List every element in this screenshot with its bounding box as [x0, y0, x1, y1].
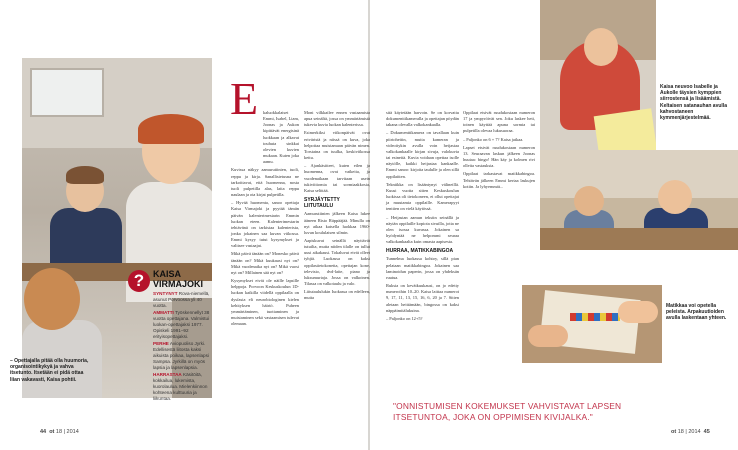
article-paragraph: sitä käytetään harvoin. Se on korvattu dokumenttikameralla ja opettajan pöydän takana olevalla valkokankaalla. [386, 110, 459, 128]
article-paragraph: – Paljonko on 6 + 7? Kaisa jatkaa. [463, 136, 524, 142]
article-paragraph: Aapiskuvat seinällä näyttävät tutuilta, mutta niiden tilalle on tullut uusi aikakausi. Tokaluvut eivät olleet tyhjiä. Luokassa on kaksi oppilastietokonetta, opettajan kone, televisio, dvd-laite, piano ja luksumurtaja. Jossa on valkoinen. Tilassa on valkotaulu ja valo. [304, 237, 370, 287]
magazine-name-right: ot [671, 429, 677, 435]
article-paragraph: Tunnelma luokassa kohtoy, sillä pian pelataan matikkabingoa. Jokainen saa laminoidun paperin, jossa on yhdeksän ruutua. [386, 256, 459, 280]
profile-first-name: KAISA [153, 269, 182, 279]
boy-figure [50, 208, 122, 268]
counting-beads [570, 313, 620, 321]
issue-left: 18 | 2014 [55, 429, 79, 435]
article-paragraph: Moni vilkkailee ennen vastaamista apua seinältä, jossa on ymmärtämistä tukevia kuvia luokan kalenterissa. [304, 110, 370, 128]
profile-row [153, 310, 211, 341]
hand [618, 301, 658, 323]
child-face [658, 180, 692, 214]
profile-facts [153, 291, 211, 403]
left-photo-caption: – Opettajalla pitää olla huumoria, organisointikykyä ja vahva itsetunto. Itsetään ei pidä ottaa liian vakavasti, Kaisa pohtii. [10, 358, 89, 383]
article-paragraph: Esimerkiksi viikonpäivät ovat eriväristä ja niissä on kuva, joka helpottaa muistamaan päivän nimen. Torstaina on tuulka, keskiviikossa kettu. [304, 130, 370, 161]
profile-key: SYNTYNYT [153, 291, 178, 296]
bottom-right-photo [522, 285, 662, 363]
pull-quote: "ONNISTUMISEN KOKEMUKSET VAHVISTAVAT LAPSEN ITSETUNTOA, JOKA ON OPPIMISEN KIVIJALKA." [393, 401, 622, 422]
article-paragraph: Kuvissa näkyy aamurutiinien, tuoli, reppu ja kirja. Sanallistetusna ne tarkoittavat, että huomenna, nosta tuoli pulpetilla alas, laita reppu naulaan ja ota kirjat pulpetilla. [231, 167, 299, 198]
photo-window [30, 68, 104, 117]
article-paragraph: Tekniikka on lisääntynyt välineillä. Kuusi vuotta sitten Keskuskoulun luokissa oli tietokoneen, ei ollut opettajat ja muutamia oppilaille. Kamerapyyt tenttien on vielä käytössä. [386, 181, 459, 212]
article-paragraph: – Paljonko on 12+5? [386, 315, 423, 321]
article-paragraph: kaluokkalaiset Emmi, Isabel, Liam, Joonas ja Aukon kipittävät energisinä luokkaan ja alkavat touhuta sinkkai olevien kuvien mukaan. Kuten joka aamu. [263, 110, 299, 165]
footer-right [671, 429, 710, 435]
article-column-4 [463, 110, 535, 192]
profile-value: Rova-niemellä, asunut Porvoossa yli 40 vuotta. [153, 291, 210, 309]
girl-head [24, 268, 80, 330]
drop-cap: E [230, 73, 259, 124]
article-paragraph: Aamurutiinien jälkeen Kaisa lukee ääneen Risto Räppääjää. Minulla on nyt aikaa katsella luokkaa 1960-luvun koululaisen silmin. [304, 211, 370, 235]
article-paragraph: – Heijastan aamun tekstin seinällä ja näytän oppilaille kopiota sivuilla, jotta ne olen isossa kuvassa. Jokainen sa hyödyntää ne helpommi seuraa valkokankaalta kuin omasta aapisesta. [386, 214, 459, 245]
article-column-1 [231, 110, 299, 329]
table [540, 228, 738, 250]
magazine-name-left: ot [49, 429, 55, 435]
profile-row [153, 372, 211, 403]
question-mark-icon: ? [128, 270, 150, 292]
profile-key: PERHE [153, 340, 169, 346]
article-paragraph: Ruksia on kevätkuukausi, on jo edetty numeroihin 10–20. Kaisa laittaa numerot 9, 17, 11, 13, 15, 16, 6, 20 ja 7. Sitten aletaan heittämään, bingossa on kaksi näppäimitälukuina. [386, 283, 459, 313]
page-number-right: 45 [703, 429, 710, 435]
article-paragraph: Lapset etsivät ruudukostaan numeron 13. Seuraavan laskun jälkeen Joonas huutaa: bingo! Hän käy ja kolmen rivi olleita vastauksia. [463, 144, 535, 169]
article-paragraph: – Hyvää huomenta, sanoo opettaja Kaisa Virmajoki ja pyytää tämän päivän kalenterimestarin Emmin luokan eteen. Kalenterimestarin tehtävänä on tarkistaa kalenterista, jonka jokainen saa kuvan viikossa. Emmi kysyy tutut kysymykset ja valitsee vastaajat. [231, 200, 299, 249]
profile-key: HARRASTAA [153, 371, 182, 377]
profile-value: Käsitöitä, kokkailua, lukemista, kuorolaulua. Mielenkiinnon kohteena kulttuuria ja liikuntaa. [153, 371, 208, 402]
subheading-matikkabingo: HURRAA, MATIKKABINGOA [386, 248, 454, 255]
profile-key: AMMATTI [153, 309, 174, 315]
profile-value: Työskennellyt 38 vuotta opettajana. Valmistui luokan-opettajaksi 1977. Opiskeli 1991–92 erityisopettajaksi. [153, 309, 210, 340]
article-column-2 [304, 110, 370, 304]
boy-hair [66, 166, 104, 184]
top-right-caption: Kaisa neuvoo Isabelle ja Aukolle täysien kymppien siirrostensä ja lisäämistä. Keltaisen satanauhan avulla kahvostaneen kymmenjärjestelmää. [660, 84, 727, 122]
subheading-liitutaulu: SYRJÄYTETTY LIITUTAULU [304, 197, 340, 210]
article-paragraph: – Ajankäsitteet, kuten eilen ja huomenna, ovat vaikeita, ja vuodenaikaan tarvitaan usein tukiviittomia tai sormiaakkosia, Kaisa selittää. [304, 163, 370, 193]
article-column-3 [386, 110, 459, 324]
article-paragraph: Oppilaat tarkastavat matikkabingoa. Tehtävän jälkeen Emmi kertaa laskujen kotiin. Ja lyhyemmät... [463, 171, 535, 189]
child-face [574, 186, 604, 216]
article-paragraph: Liitutaululukin Iuokassa on edelleen, mutta [304, 289, 370, 301]
article-paragraph: Oppilaat etsivät ruudukostaan numeron 17 ja ympyröivät sen. Joku laskee heti, toinen käyttää apuna sormia tai pulpetilla olevaa lukusuoraa. [463, 110, 535, 134]
boy-face [584, 28, 618, 66]
issue-right: 18 | 2014 [677, 429, 701, 435]
bottom-right-caption: Matikkaa voi opetella peleista. Arpakuutioiden avulla laskentaan yhteen. [666, 303, 727, 322]
article-paragraph: Kysymykset eivät ole näille lapsille helppoja. Porvoon Keskuskoulun 1D-luokan kaikilla viidellä oppilaalla on dysfasia eli neurobiologinen kielen kehityksen häiriö. Puheen ymmärtäminen, tuottaminen ja muistaminen sekä vastaamisen tulevat olemaan. [231, 278, 299, 327]
middle-right-photo [540, 150, 738, 250]
profile-value: Aviopuoliso Jyrki. Edellisestä liitosta kaksi aikuista poikaa, lapsenlapsi Sampsa. Jyrkillä on myös lapsia ja lapsenlapsia. [153, 340, 209, 371]
profile-last-name: VIRMAJOKI [153, 279, 204, 289]
article-paragraph: Mikä päivä tänään on? Monesko päivä tänään on? Mikä kuukausi nyt on? Mikä vuodenaika nyt on? Mikä vuosi nyt on? Millainen sää nyt on? [231, 251, 299, 275]
profile-row [153, 291, 211, 310]
teacher-hair [138, 114, 204, 144]
page-number-left: 44 [40, 429, 47, 435]
footer-left [40, 429, 79, 435]
profile-row [153, 341, 211, 372]
article-paragraph: – Dokumenttikamera on tavallaan kuin piirtoheitin, mutta kameran ja videoitykin avulla voin heijastaa valkokankaalle kirjan sivuja, valokuvia tai esineitä. Kuvia voidaan opettaa isolle näytölle, kaikki heijastaa kankaalle. Emmi sanoo: kirjoita taululle ja olen sillä oppilaitten. [386, 130, 459, 179]
hand [528, 325, 568, 347]
photo-wall [540, 150, 738, 198]
